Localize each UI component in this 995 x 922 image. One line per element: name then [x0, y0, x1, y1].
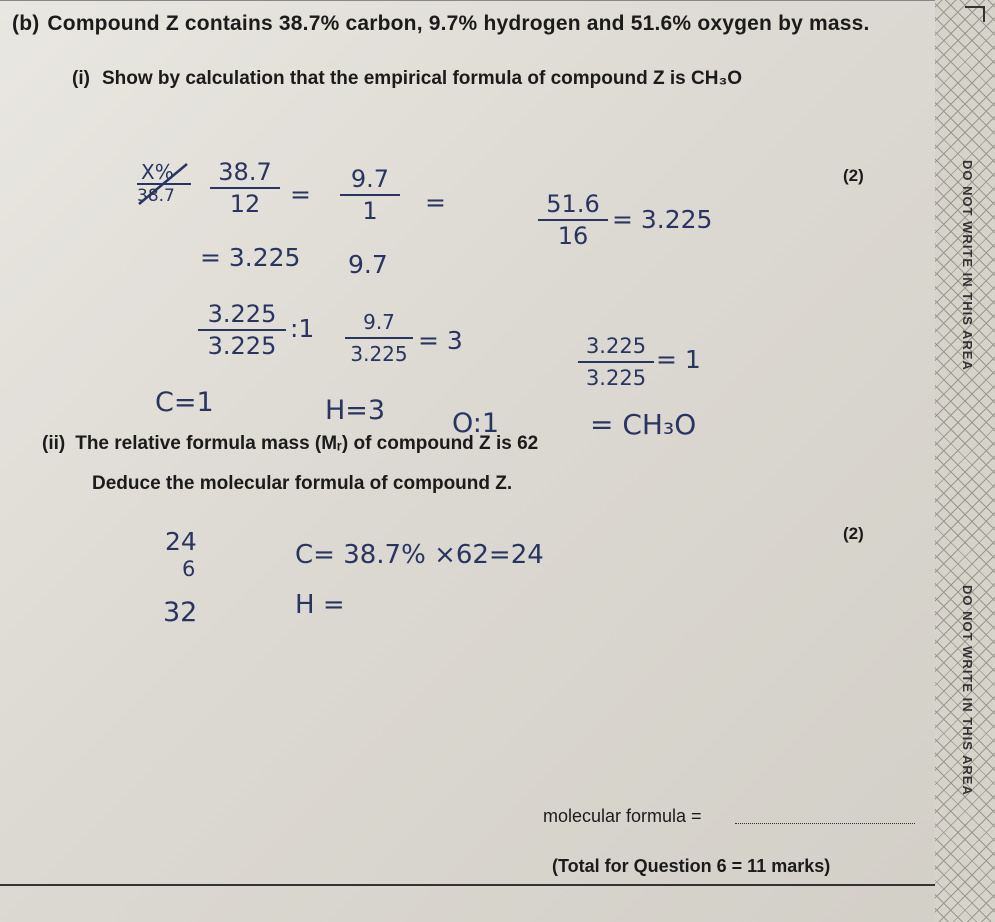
molecular-formula-label: molecular formula =	[543, 806, 702, 826]
answer-line[interactable]	[735, 823, 915, 824]
carbon-ratio-denominator: 3.225	[207, 332, 277, 360]
corner-mark	[965, 6, 985, 22]
hydrogen-fraction	[340, 165, 400, 225]
hydrogen-denominator: 1	[362, 197, 378, 225]
part-ii-marks: (2)	[843, 524, 864, 543]
carbon-moles: = 3.225	[200, 243, 301, 272]
part-i-text: Show by calculation that the empirical formula of compound Z is CH₃O	[101, 68, 743, 89]
part-ii-text: The relative formula mass (Mᵣ) of compound Z is 62	[75, 433, 539, 454]
empirical-formula-answer: = CH₃O	[590, 408, 697, 441]
part-i-label: (i)	[72, 68, 90, 89]
carbon-mass-calculation: C= 38.7% ×62=24	[295, 540, 544, 570]
oxygen-ratio-numerator: 3.225	[585, 334, 647, 358]
top-border	[0, 0, 995, 1]
part-ii	[42, 433, 538, 455]
carbon-numerator: 38.7	[218, 158, 272, 186]
hydrogen-ratio-fraction	[345, 308, 413, 368]
carbon-fraction	[210, 158, 280, 218]
question-b-label: (b)	[12, 12, 40, 35]
side-working-32: 32	[163, 597, 198, 628]
side-working-24: 24	[165, 527, 197, 556]
carbon-ratio-result: :1	[290, 314, 315, 343]
question-b	[12, 12, 870, 36]
part-ii-label: (ii)	[42, 433, 66, 454]
fraction-bar	[578, 361, 654, 363]
hydrogen-ratio-numerator: 9.7	[363, 310, 395, 334]
fraction-bar	[345, 337, 413, 339]
total-marks: (Total for Question 6 = 11 marks)	[552, 856, 831, 876]
strike-bottom: 38.7	[137, 186, 175, 206]
oxygen-moles: = 3.225	[612, 205, 713, 234]
fraction-bar	[538, 219, 608, 221]
oxygen-ratio-result: = 1	[656, 345, 701, 374]
do-not-write-label-upper: DO NOT WRITE IN THIS AREA	[960, 160, 975, 371]
fraction-bar	[210, 187, 280, 189]
strike-top: X%	[141, 160, 174, 184]
fraction-bar	[198, 329, 286, 331]
strike-through-mark	[135, 160, 195, 210]
carbon-ratio-numerator: 3.225	[207, 300, 277, 328]
side-working-6: 6	[182, 557, 196, 581]
carbon-denominator: 12	[229, 190, 261, 218]
bottom-border	[0, 884, 935, 886]
carbon-ratio: C=1	[155, 387, 214, 418]
part-ii-instruction: Deduce the molecular formula of compound Z.	[92, 473, 513, 494]
hydrogen-ratio-denominator: 3.225	[350, 342, 408, 366]
crossed-out-working	[135, 160, 195, 210]
do-not-write-label-lower: DO NOT WRITE IN THIS AREA	[960, 585, 975, 796]
oxygen-numerator: 51.6	[546, 190, 600, 218]
fraction-bar	[340, 194, 400, 196]
oxygen-denominator: 16	[557, 222, 589, 250]
part-i	[72, 68, 742, 90]
oxygen-ratio-fraction	[578, 332, 654, 392]
hydrogen-numerator: 9.7	[350, 165, 390, 193]
hydrogen-mass-calculation: H =	[295, 590, 345, 620]
oxygen-ratio: O:1	[452, 408, 500, 439]
hydrogen-moles: 9.7	[348, 250, 388, 279]
hydrogen-ratio-result: = 3	[418, 326, 463, 355]
hydrogen-ratio: H=3	[325, 395, 386, 426]
equals-sign-1: =	[290, 180, 311, 209]
equals-sign-2: =	[425, 188, 446, 217]
part-i-marks: (2)	[843, 166, 864, 185]
question-b-text: Compound Z contains 38.7% carbon, 9.7% hydrogen and 51.6% oxygen by mass.	[47, 12, 870, 35]
oxygen-ratio-denominator: 3.225	[585, 366, 647, 390]
carbon-ratio-fraction	[198, 300, 286, 360]
oxygen-fraction	[538, 190, 608, 250]
